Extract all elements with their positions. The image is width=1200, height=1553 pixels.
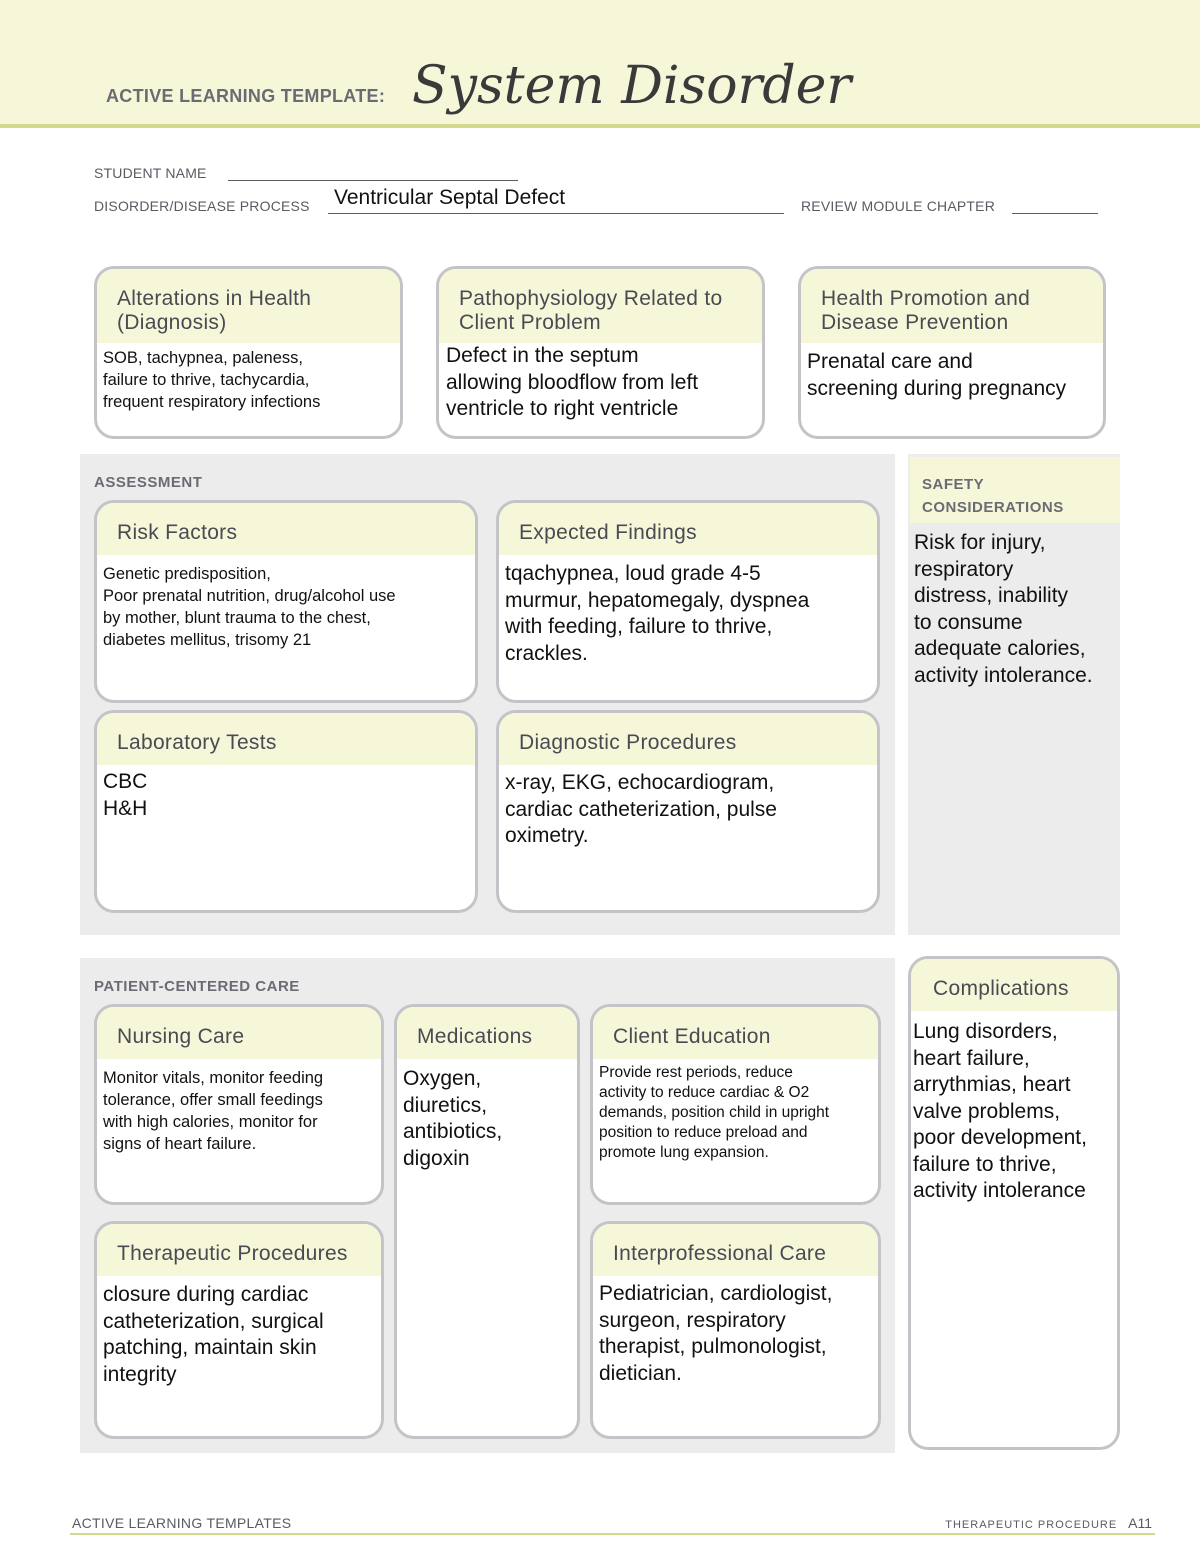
card-title: Pathophysiology Related to Client Problem <box>439 269 762 343</box>
footer-right <box>945 1515 1152 1531</box>
card-nursing-care <box>94 1004 384 1205</box>
template-title: System Disorder <box>412 56 852 116</box>
disorder-value: Ventricular Septal Defect <box>334 186 566 209</box>
card-alterations-in-health <box>94 266 403 439</box>
safety-body: Risk for injury, respiratory distress, inability to consume adequate calories, activity intolerance. <box>914 531 1093 687</box>
card-title: Therapeutic Procedures <box>97 1224 381 1276</box>
card-client-education <box>590 1004 881 1205</box>
patient-centered-care-label: PATIENT-CENTERED CARE <box>94 978 300 995</box>
disorder-label: DISORDER/DISEASE PROCESS <box>94 198 310 214</box>
card-title: Interprofessional Care <box>593 1224 878 1276</box>
student-name-field[interactable] <box>228 166 518 181</box>
card-title: Nursing Care <box>97 1007 381 1059</box>
safety-label-line1: SAFETY <box>922 476 985 493</box>
card-title: Risk Factors <box>97 503 475 555</box>
card-title: Expected Findings <box>499 503 877 555</box>
review-module-label: REVIEW MODULE CHAPTER <box>801 198 995 214</box>
card-title: Client Education <box>593 1007 878 1059</box>
card-therapeutic-procedures <box>94 1221 384 1439</box>
card-body: Prenatal care and screening during pregnancy <box>807 350 1067 400</box>
card-expected-findings <box>496 500 880 703</box>
card-body: tqachypnea, loud grade 4-5 murmur, hepatomegaly, dyspnea with feeding, failure to thrive, crackles. <box>505 562 810 665</box>
card-complications <box>908 956 1120 1450</box>
card-body: Pediatrician, cardiologist, surgeon, respiratory therapist, pulmonologist, dietician. <box>599 1282 833 1385</box>
safety-section <box>908 454 1120 935</box>
template-label: ACTIVE LEARNING TEMPLATE: <box>106 86 386 106</box>
card-health-promotion <box>798 266 1106 439</box>
assessment-label: ASSESSMENT <box>94 474 203 491</box>
card-laboratory-tests <box>94 710 478 913</box>
card-title: Alterations in Health (Diagnosis) <box>97 269 400 343</box>
safety-header <box>910 457 1120 523</box>
card-body: closure during cardiac catheterization, surgical patching, maintain skin integrity <box>103 1283 324 1386</box>
card-pathophysiology <box>436 266 765 439</box>
footer-left: ACTIVE LEARNING TEMPLATES <box>72 1515 292 1531</box>
card-interprofessional-care <box>590 1221 881 1439</box>
safety-label-line2: CONSIDERATIONS <box>922 499 1064 516</box>
footer-page-code: A11 <box>1128 1515 1152 1531</box>
card-title: Medications <box>397 1007 577 1059</box>
card-medications <box>394 1004 580 1439</box>
card-body: Provide rest periods, reduce activity to reduce cardiac & O2 demands, position child in upright position to reduce preload and promote lung expansion. <box>599 1064 830 1161</box>
header-divider <box>0 124 1200 128</box>
footer-section-label: THERAPEUTIC PROCEDURE <box>945 1519 1118 1531</box>
card-body: Oxygen, diuretics, antibiotics, digoxin <box>403 1067 503 1170</box>
card-diagnostic-procedures <box>496 710 880 913</box>
card-body: CBC H&H <box>103 770 148 820</box>
review-module-field[interactable] <box>1012 199 1098 214</box>
card-body: x-ray, EKG, echocardiogram, cardiac catheterization, pulse oximetry. <box>505 771 777 847</box>
card-title: Health Promotion and Disease Prevention <box>801 269 1103 343</box>
card-body: Defect in the septum allowing bloodflow from left ventricle to right ventricle <box>446 344 699 420</box>
card-body: SOB, tachypnea, paleness, failure to thrive, tachycardia, frequent respiratory infections <box>103 349 321 411</box>
student-name-label: STUDENT NAME <box>94 165 207 181</box>
card-body: Monitor vitals, monitor feeding tolerance, offer small feedings with high calories, monitor for signs of heart failure. <box>103 1069 324 1153</box>
card-body: Genetic predisposition, Poor prenatal nutrition, drug/alcohol use by mother, blunt trauma to the chest, diabetes mellitus, trisomy 21 <box>103 565 396 649</box>
footer-divider <box>70 1533 1155 1535</box>
card-title: Complications <box>911 959 1117 1011</box>
card-title: Laboratory Tests <box>97 713 475 765</box>
card-title: Diagnostic Procedures <box>499 713 877 765</box>
disorder-field[interactable] <box>328 186 784 214</box>
card-risk-factors <box>94 500 478 703</box>
card-body: Lung disorders, heart failure, arrythmias, heart valve problems, poor development, failure to thrive, activity intolerance <box>913 1020 1087 1202</box>
